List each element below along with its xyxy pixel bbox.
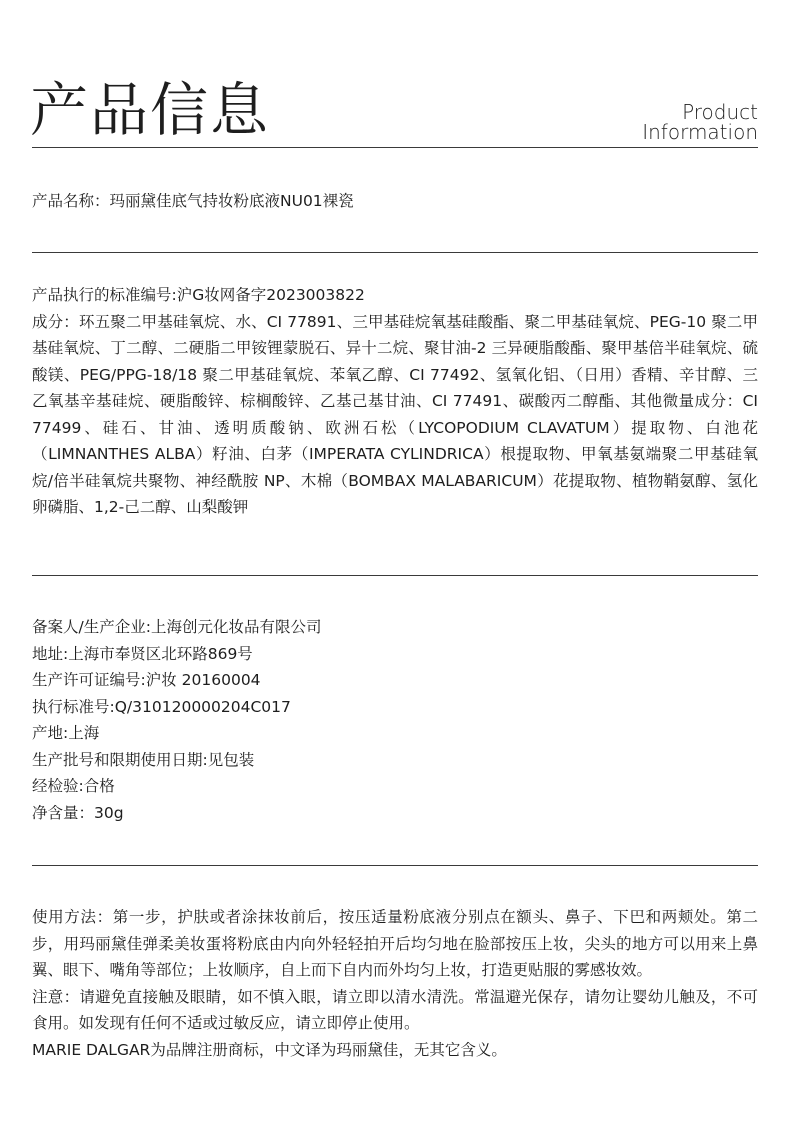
usage-method: 使用方法：第一步，护肤或者涂抹妆前后，按压适量粉底液分别点在额头、鼻子、下巴和两颊处。第二步，用玛丽黛佳弹柔美妆蛋将粉底由内向外轻轻拍开后均匀地在脸部按压上妆，尖头的地方可以用来上鼻翼、眼下、嘴角等部位；上妆顺序，自上而下自内而外均匀上妆，打造更贴服的雾感妆效。 bbox=[32, 908, 758, 979]
product-name: 产品名称：玛丽黛佳底气持妆粉底液NU01裸瓷 bbox=[32, 192, 354, 210]
address: 地址:上海市奉贤区北环路869号 bbox=[32, 644, 253, 663]
execution-standard: 执行标准号:Q/310120000204C017 bbox=[32, 697, 291, 716]
net-content: 净含量：30g bbox=[32, 803, 124, 822]
title-english-line-2: Information bbox=[642, 120, 758, 144]
standard-number: 产品执行的标准编号:沪G妆网备字2023003822 bbox=[32, 286, 365, 304]
company-section bbox=[32, 614, 758, 826]
license-number: 生产许可证编号:沪妆 20160004 bbox=[32, 671, 261, 689]
divider bbox=[32, 147, 758, 148]
divider bbox=[32, 575, 758, 576]
product-name-section bbox=[32, 188, 758, 215]
batch-expiry: 生产批号和限期使用日期:见包装 bbox=[32, 750, 255, 769]
ingredients-section bbox=[32, 282, 758, 521]
manufacturer: 备案人/生产企业:上海创元化妆品有限公司 bbox=[32, 618, 322, 636]
page-header bbox=[0, 0, 790, 150]
title-english-line-1: Product bbox=[682, 100, 758, 124]
inspection: 经检验:合格 bbox=[32, 777, 115, 795]
usage-section bbox=[32, 904, 758, 1063]
divider bbox=[32, 865, 758, 866]
origin: 产地:上海 bbox=[32, 724, 100, 742]
caution: 注意：请避免直接触及眼睛，如不慎入眼，请立即以清水清洗。常温避光保存，请勿让婴幼儿触及，不可食用。如发现有任何不适或过敏反应，请立即停止使用。 bbox=[32, 987, 758, 1032]
divider bbox=[32, 252, 758, 253]
page-title: 产品信息 bbox=[30, 76, 271, 144]
trademark-note: MARIE DALGAR为品牌注册商标，中文译为玛丽黛佳，无其它含义。 bbox=[32, 1040, 507, 1059]
ingredient-list: 成分：环五聚二甲基硅氧烷、水、CI 77891、三甲基硅烷氧基硅酸酯、聚二甲基硅氧烷、PEG-10 聚二甲基硅氧烷、丁二醇、二硬脂二甲铵锂蒙脱石、异十二烷、聚甘油-2 三异硬脂酸酯、聚甲基倍半硅氧烷、硫酸镁、PEG/PPG-18/18 聚二甲基硅氧烷、苯氧乙醇、CI 77492、氢氧化铝、（日用）香精、辛甘醇、三乙氧基辛基硅烷、硬脂酸锌、棕榈酸锌、乙基己基甘油、CI 77491、碳酸丙二醇酯、其他微量成分：CI 77499、硅石、甘油、透明质酸钠、欧洲石松（LYCOPODIUM CLAVATUM）提取物、白池花（LIMNANTHES ALBA）籽油、白茅（IMPERATA CYLINDRICA）根提取物、甲氧基氨端聚二甲基硅氧烷/倍半硅氧烷共聚物、神经酰胺 NP、木棉（BOMBAX MALABARICUM）花提取物、植物鞘氨醇、氢化卵磷脂、1,2-己二醇、山梨酸钾 bbox=[32, 312, 758, 516]
page-title-english bbox=[642, 102, 758, 142]
